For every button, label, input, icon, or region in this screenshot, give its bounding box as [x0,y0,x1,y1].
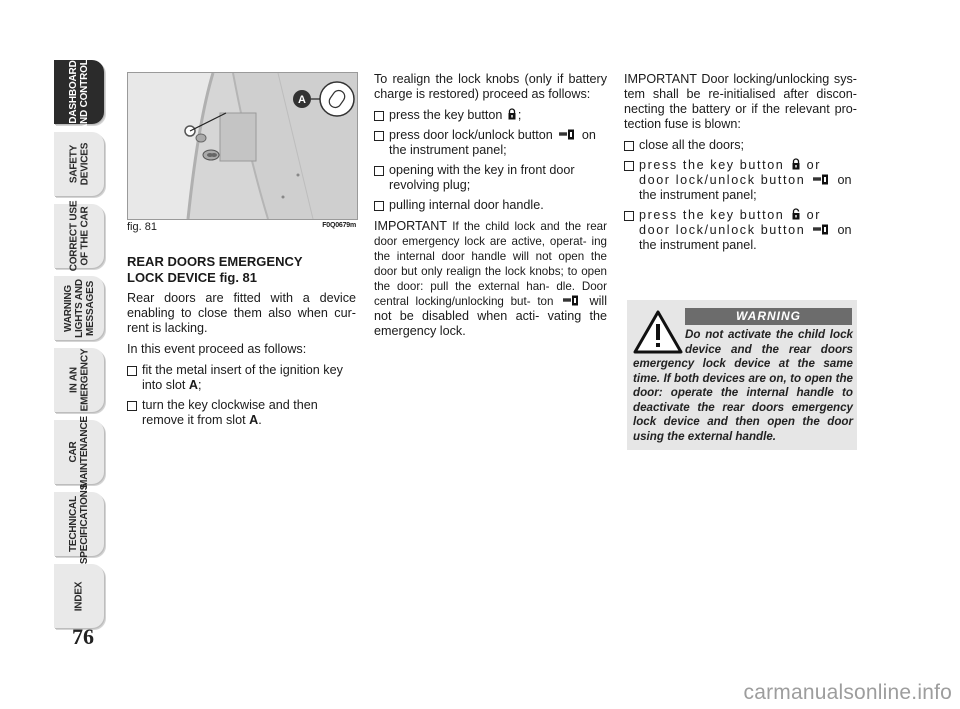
checkbox-bullet-icon [374,166,384,176]
step-text: or door lock/unlock button [639,208,822,237]
important-paragraph [374,219,607,339]
step-text: press the key button [639,158,785,172]
slot-label: A [188,378,199,392]
step-text: opening with the key in front door revolving plug; [389,163,575,192]
paragraph: Rear doors are fitted with a device enabling to close them also when cur- rent is lacking. [127,291,356,335]
step-text: close all the doors; [639,138,745,152]
section-heading [127,254,356,286]
figure-caption-row [127,221,356,235]
step-text: on the instrument panel. [639,223,852,252]
checkbox-bullet-icon [374,201,384,211]
tab-technical-specifications[interactable] [54,483,104,565]
step-end: ; [517,108,522,122]
step-list [374,108,607,213]
paragraph: To realign the lock knobs (only if battery charge is restored) proceed as follows: [374,72,607,101]
step-text: press the key button [639,208,785,222]
important-label: IMPORTANT [374,219,447,233]
checkbox-bullet-icon [624,161,634,171]
tab-dashboard-and-controls[interactable] [54,52,104,132]
warning-title: WARNING [685,308,852,325]
step-end: . [258,413,262,427]
tab-correct-use[interactable] [54,200,104,272]
step-text: pulling internal door handle. [389,198,544,212]
list-item [374,108,607,123]
list-item [624,208,857,253]
tab-warning-lights[interactable] [54,276,104,340]
important-paragraph [624,72,857,132]
tab-label: INDEX [73,581,85,611]
checkbox-bullet-icon [374,131,384,141]
list-item [127,363,356,393]
tab-label: CAR MAINTENANCE [68,416,90,488]
heading-line-2: LOCK DEVICE fig. 81 [127,270,258,285]
list-item [624,138,857,153]
door-lock-illustration [128,73,357,219]
checkbox-bullet-icon [624,141,634,151]
door-lock-button-icon [559,129,575,140]
step-text: press door lock/unlock button [389,128,553,142]
list-item [374,163,607,193]
step-text: fit the metal insert of the ignition key into slot [142,363,343,392]
column-2 [374,72,607,345]
important-label: IMPORTANT [624,72,697,86]
important-end: will not be disabled when acti- vating the emergency lock. [374,294,607,338]
callout-a-label: A [298,94,306,106]
figure-door-lock [127,72,358,220]
watermark: carmanualsonline.info [743,681,952,704]
important-text: Door locking/unlocking sys- tem shall be re-initialised after discon- necting the battery or if the relevant pro- tection fuse is blown: [624,72,857,131]
list-item [127,398,356,428]
door-lock-button-icon [813,224,829,235]
tab-label: WARNING LIGHTS AND MESSAGES [62,278,96,338]
checkbox-bullet-icon [624,211,634,221]
padlock-open-icon [792,208,800,220]
heading-line-1: REAR DOORS EMERGENCY [127,254,303,269]
tab-index[interactable] [54,564,104,628]
step-text: or door lock/unlock button [639,158,822,187]
checkbox-bullet-icon [374,111,384,121]
step-text: turn the key clockwise and then remove it from slot [142,398,318,427]
padlock-key-icon [508,108,516,120]
step-list [127,363,356,428]
paragraph: In this event proceed as follows: [127,342,307,356]
slot-label: A [249,413,259,427]
checkbox-bullet-icon [127,366,137,376]
warning-box [627,300,857,450]
tab-in-an-emergency[interactable] [54,348,104,412]
step-text: on the instrument panel; [389,128,596,157]
list-item [374,198,607,213]
warning-text: Do not activate the child lock device and the rear doors emergency lock device at the same time. If both devices are on, to open the door: operate the internal handle to deactivate the rear doors emergency lock device and then open the door using the external handle. [633,328,853,443]
column-1 [127,254,356,434]
important-text: If the child lock and the rear door emergency lock are active, operat- ing the internal door handle will not open the door but only realign the lock knobs; to open the door: pull the external han- dle. Door central locking/unlocking but- ton [374,220,607,308]
step-text: press the key button [389,108,503,122]
column-3 [624,72,857,259]
tab-label: SAFETY DEVICES [67,142,90,186]
step-end: ; [198,378,202,392]
tab-label: DASHBOARD AND CONTROLS [68,52,90,132]
list-item [374,128,607,158]
checkbox-bullet-icon [127,401,137,411]
padlock-key-icon [792,158,800,170]
tab-car-maintenance[interactable] [54,416,104,488]
step-list [624,138,857,253]
door-lock-button-icon [563,295,579,306]
list-item [624,158,857,203]
step-text: on the instrument panel; [639,173,852,202]
tab-label: IN AN EMERGENCY [68,348,90,412]
tab-label: CORRECT USE OF THE CAR [68,200,90,272]
page-number: 76 [72,624,94,649]
tab-label: TECHNICAL SPECIFICATIONS [68,483,91,565]
figure-caption: fig. 81 [127,221,157,233]
door-lock-button-icon [813,174,829,185]
figure-code: F0Q0679m [322,222,356,229]
tab-safety-devices[interactable] [54,132,104,196]
